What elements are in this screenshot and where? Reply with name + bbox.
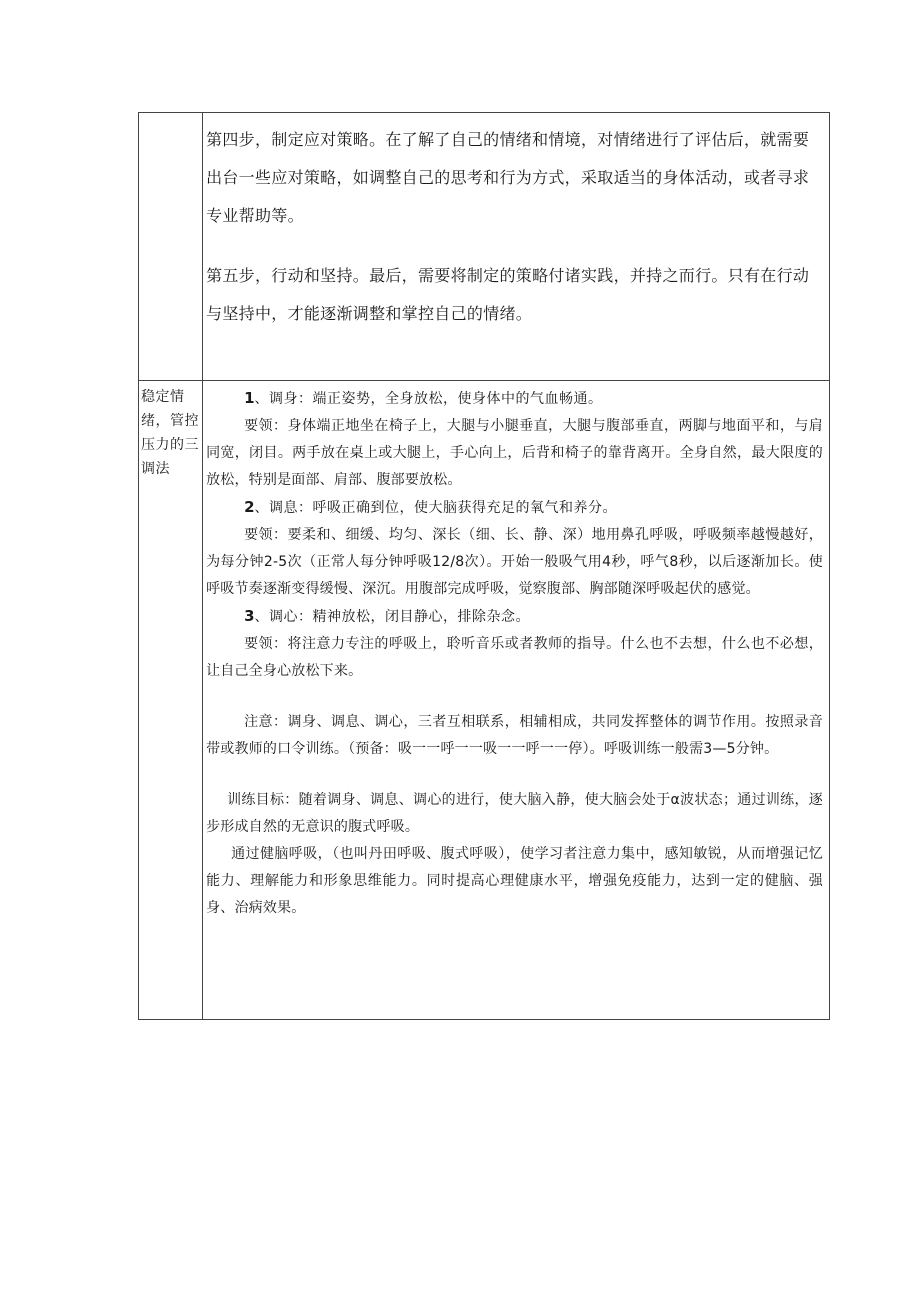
table-row-steps [139,113,830,381]
row1-right-cell [203,113,830,381]
benefit-paragraph: 通过健脑呼吸，（也叫丹田呼吸、腹式呼吸），使学习者注意力集中，感知敏锐，从而增强记忆能力、理解能力和形象思维能力。同时提高心理健康水平，增强免疫能力，达到一定的健脑、强身、治病效果。 [206,846,823,916]
item1-title: 、调身：端正姿势，全身放松，使身体中的气血畅通。 [254,391,603,407]
step5-paragraph: 第五步，行动和坚持。最后，需要将制定的策略付诸实践，并持之而行。只有在行动与坚持中，才能逐渐调整和掌控自己的情绪。 [206,266,810,323]
row1-left-cell [139,113,203,381]
item1-body: 要领：身体端正地坐在椅子上，大腿与小腿垂直，大腿与腹部垂直，两脚与地面平和，与肩同宽，闭目。两手放在桌上或大腿上，手心向上，后背和椅子的靠背离开。全身自然，最大限度的放松，特别是面部、肩部、腹部要放松。 [206,418,823,488]
table-row-three-adjustments [139,381,830,1020]
item3-body: 要领：将注意力专注的呼吸上，聆听音乐或者教师的指导。什么也不去想，什么也不必想，让自己全身心放松下来。 [206,636,823,679]
note-paragraph: 注意：调身、调息、调心，三者互相联系，相辅相成，共同发挥整体的调节作用。按照录音带或教师的口令训练。（预备：吸一一呼一一吸一一呼一一停）。呼吸训练一般需3—5分钟。 [206,714,823,757]
row2-right-cell [203,381,830,1020]
section-label: 稳定情绪，管控压力的三调法 [141,389,199,477]
item3-heading [206,603,823,631]
goal-paragraph: 训练目标：随着调身、调息、调心的进行，使大脑入静，使大脑会处于α波状态；通过训练，逐步形成自然的无意识的腹式呼吸。 [206,792,823,835]
item2-title: 、调息：呼吸正确到位，使大脑获得充足的氧气和养分。 [254,500,618,516]
spacer [206,763,823,787]
item1-number: 1 [244,389,255,407]
content-table [138,112,830,1020]
item2-number: 2 [244,498,255,516]
item1-heading [206,385,823,413]
item2-heading [206,494,823,522]
item2-body: 要领：要柔和、细缓、均匀、深长（细、长、静、深）地用鼻孔呼吸，呼吸频率越慢越好，为每分钟2-5次（正常人每分钟呼吸12/8次）。开始一般吸气用4秒，呼气8秒，以后逐渐加长。使呼吸节奏逐渐变得缓慢、深沉。用腹部完成呼吸，觉察腹部、胸部随深呼吸起伏的感觉。 [206,527,823,597]
row2-left-cell [139,381,203,1020]
item3-title: 、调心：精神放松，闭目静心，排除杂念。 [254,609,531,625]
item3-number: 3 [244,607,255,625]
step4-paragraph: 第四步，制定应对策略。在了解了自己的情绪和情境，对情绪进行了评估后，就需要出台一些应对策略，如调整自己的思考和行为方式，采取适当的身体活动，或者寻求专业帮助等。 [206,130,810,225]
spacer [206,685,823,709]
